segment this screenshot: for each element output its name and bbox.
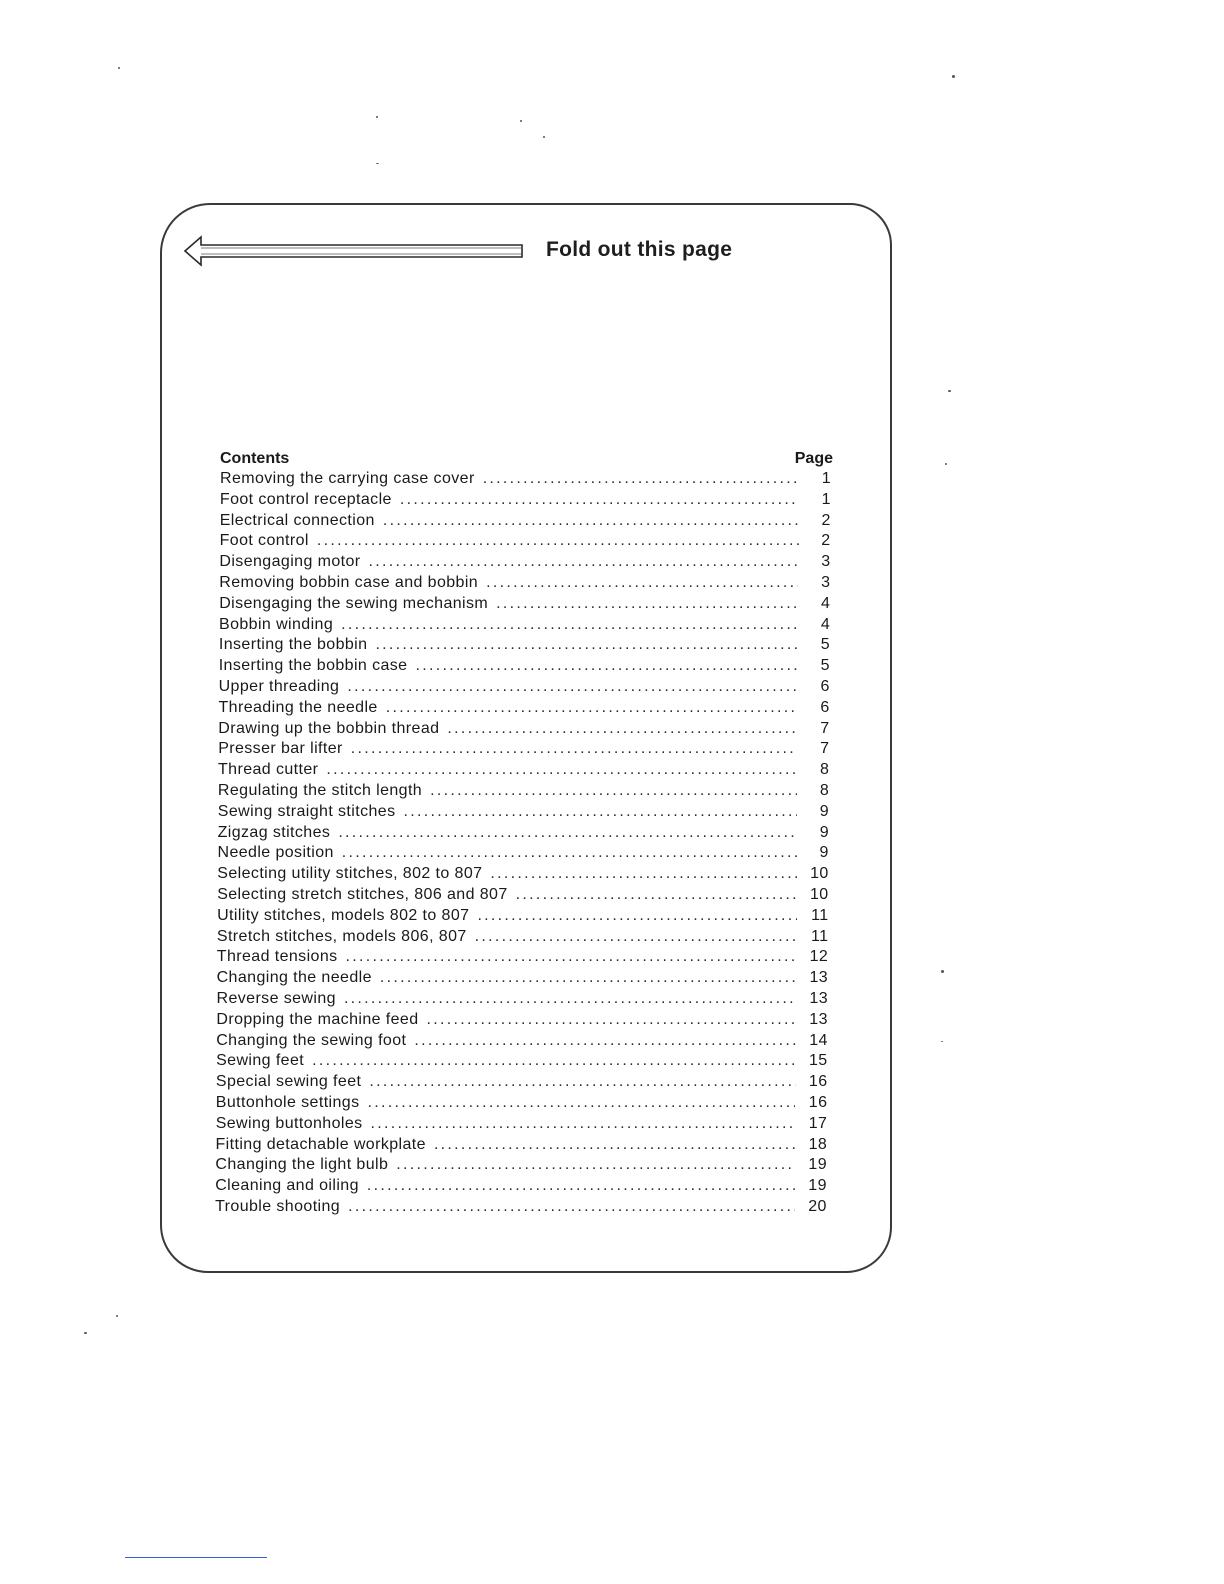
toc-leader-dots [496,594,798,615]
toc-entry-label: Sewing straight stitches [217,802,396,820]
toc-entry-label: Reverse sewing [216,989,336,1007]
toc-entry-label: Inserting the bobbin [218,636,368,654]
toc-row [215,531,835,552]
toc-entry-label: Foot control receptacle [219,490,392,508]
toc-entry-label: Electrical connection [219,511,375,529]
toc-entry-page: 7 [820,740,830,758]
toc-row [215,1031,835,1052]
toc-entry-page: 1 [821,490,831,508]
toc-entry-page: 6 [820,698,830,716]
toc-entry-label: Removing bobbin case and bobbin [219,573,479,591]
toc-entry-page: 8 [819,781,830,799]
toc-row [215,511,835,532]
toc-entry-page: 15 [809,1052,828,1070]
contents-heading: Contents [220,450,290,467]
toc-entry-label: Upper threading [218,677,340,695]
left-arrow-icon [183,234,525,268]
toc-entry-page: 4 [821,594,831,612]
toc-leader-dots [369,552,799,573]
toc-row [215,864,835,885]
toc-leader-dots [380,968,796,989]
toc-row [215,823,835,844]
toc-entry-page: 11 [810,927,829,945]
toc-entry-label: Sewing buttonholes [215,1114,363,1132]
toc-entry-label: Thread cutter [218,761,319,779]
toc-leader-dots [346,947,797,968]
toc-row [215,573,835,594]
toc-leader-dots [427,1010,796,1031]
toc-entry-page: 13 [809,969,829,987]
toc-entry-page: 13 [809,1010,828,1028]
toc-entry-label: Dropping the machine feed [216,1010,419,1028]
toc-leader-dots [375,635,798,656]
toc-row [215,1155,835,1176]
toc-entry-label: Drawing up the bobbin thread [218,719,440,737]
toc-leader-dots [483,469,799,490]
toc-leader-dots [447,719,797,740]
toc-row [215,698,835,719]
toc-leader-dots [486,573,798,594]
toc-entry-page: 10 [810,865,829,883]
toc-leader-dots [415,656,797,677]
toc-leader-dots [430,781,797,802]
toc-row [215,656,835,677]
toc-entry-page: 16 [808,1073,828,1091]
toc-entry-label: Stretch stitches, models 806, 807 [216,927,467,945]
toc-row [215,885,835,906]
toc-entry-page: 19 [808,1177,827,1195]
toc-leader-dots [342,843,797,864]
toc-entry-label: Disengaging motor [219,553,361,571]
toc-leader-dots [371,1114,796,1135]
toc-list [215,469,835,1218]
toc-entry-page: 18 [808,1135,828,1153]
toc-row [215,635,835,656]
toc-row [215,1176,835,1197]
toc-row [215,594,835,615]
toc-entry-label: Changing the needle [216,969,372,987]
toc-entry-label: Changing the sewing foot [216,1031,407,1049]
toc-leader-dots [414,1031,795,1052]
toc-leader-dots [434,1135,795,1156]
toc-row [215,760,835,781]
toc-entry-page: 3 [821,553,831,571]
toc-entry-label: Removing the carrying case cover [220,470,475,487]
toc-row [215,1010,835,1031]
toc-entry-label: Regulating the stitch length [217,781,423,799]
toc-entry-page: 20 [808,1197,827,1215]
toc-leader-dots [386,698,798,719]
toc-entry-label: Selecting utility stitches, 802 to 807 [217,865,483,883]
toc-leader-dots [326,760,797,781]
toc-leader-dots [475,927,797,948]
toc-entry-page: 12 [809,948,829,966]
toc-row [215,968,835,989]
toc-entry-label: Sewing feet [216,1052,305,1070]
toc-leader-dots [347,677,797,698]
toc-leader-dots [368,1093,796,1114]
toc-entry-label: Disengaging the sewing mechanism [219,594,489,612]
toc-entry-label: Cleaning and oiling [215,1177,359,1195]
toc-entry-label: Presser bar lifter [218,740,343,758]
toc-entry-label: Trouble shooting [215,1197,341,1215]
toc-entry-page: 14 [809,1031,828,1049]
toc-entry-page: 10 [810,885,829,903]
toc-entry-page: 16 [808,1093,828,1111]
toc-entry-page: 19 [808,1156,827,1174]
toc-entry-label: Selecting stretch stitches, 806 and 807 [217,885,508,903]
toc-entry-label: Buttonhole settings [215,1093,360,1111]
toc-leader-dots [369,1072,795,1093]
toc-entry-label: Foot control [219,532,309,550]
toc-entry-page: 6 [820,677,830,695]
toc-row [215,469,835,490]
toc-leader-dots [367,1176,795,1197]
toc-row [215,1135,835,1156]
toc-row [215,802,835,823]
toc-entry-label: Changing the light bulb [215,1156,389,1174]
toc-row [215,989,835,1010]
toc-entry-label: Needle position [217,844,334,862]
toc-row [215,1114,835,1135]
toc-entry-label: Utility stitches, models 802 to 807 [217,906,470,924]
toc-row [215,927,835,948]
toc-row [215,843,835,864]
toc-entry-page: 13 [809,989,828,1007]
toc-leader-dots [516,885,797,906]
toc-leader-dots [348,1197,795,1218]
toc-entry-label: Inserting the bobbin case [218,657,408,675]
toc-entry-page: 4 [820,615,831,633]
toc-leader-dots [383,511,799,532]
toc-entry-page: 1 [821,470,831,487]
toc-leader-dots [317,531,799,552]
toc-row [215,1072,835,1093]
toc-entry-page: 5 [820,636,830,654]
contents-table [215,448,835,1218]
toc-leader-dots [351,739,798,760]
toc-row [215,1093,835,1114]
toc-entry-page: 5 [820,657,830,675]
toc-entry-label: Threading the needle [218,698,378,716]
toc-leader-dots [490,864,796,885]
toc-row [215,615,835,636]
toc-leader-dots [403,802,797,823]
toc-row [215,1197,835,1218]
toc-leader-dots [396,1155,795,1176]
toc-leader-dots [312,1051,796,1072]
toc-leader-dots [344,989,796,1010]
toc-entry-page: 9 [819,802,830,820]
toc-entry-label: Bobbin winding [219,615,334,633]
toc-entry-page: 2 [821,532,831,550]
toc-entry-page: 7 [820,719,830,737]
toc-leader-dots [400,490,799,511]
toc-row [215,947,835,968]
toc-row [215,1051,835,1072]
toc-entry-page: 8 [820,761,830,779]
toc-entry-label: Special sewing feet [215,1073,362,1091]
toc-entry-label: Zigzag stitches [217,823,331,841]
toc-row [215,781,835,802]
toc-row [215,906,835,927]
toc-entry-page: 11 [811,906,829,924]
toc-entry-page: 9 [819,844,829,862]
toc-row [215,739,835,760]
bottom-rule [125,1557,267,1558]
fold-out-title: Fold out this page [546,238,733,261]
toc-row [215,552,835,573]
toc-entry-page: 9 [819,823,829,841]
toc-entry-page: 3 [821,573,831,591]
page-heading: Page [794,450,833,467]
toc-leader-dots [341,615,798,636]
toc-entry-label: Fitting detachable workplate [215,1135,426,1153]
toc-entry-page: 17 [808,1114,828,1132]
toc-entry-label: Thread tensions [216,948,338,966]
toc-row [215,677,835,698]
toc-row [215,719,835,740]
toc-entry-page: 2 [821,511,831,529]
toc-leader-dots [338,823,797,844]
toc-leader-dots [477,906,796,927]
toc-row [215,490,835,511]
contents-header [215,448,835,469]
